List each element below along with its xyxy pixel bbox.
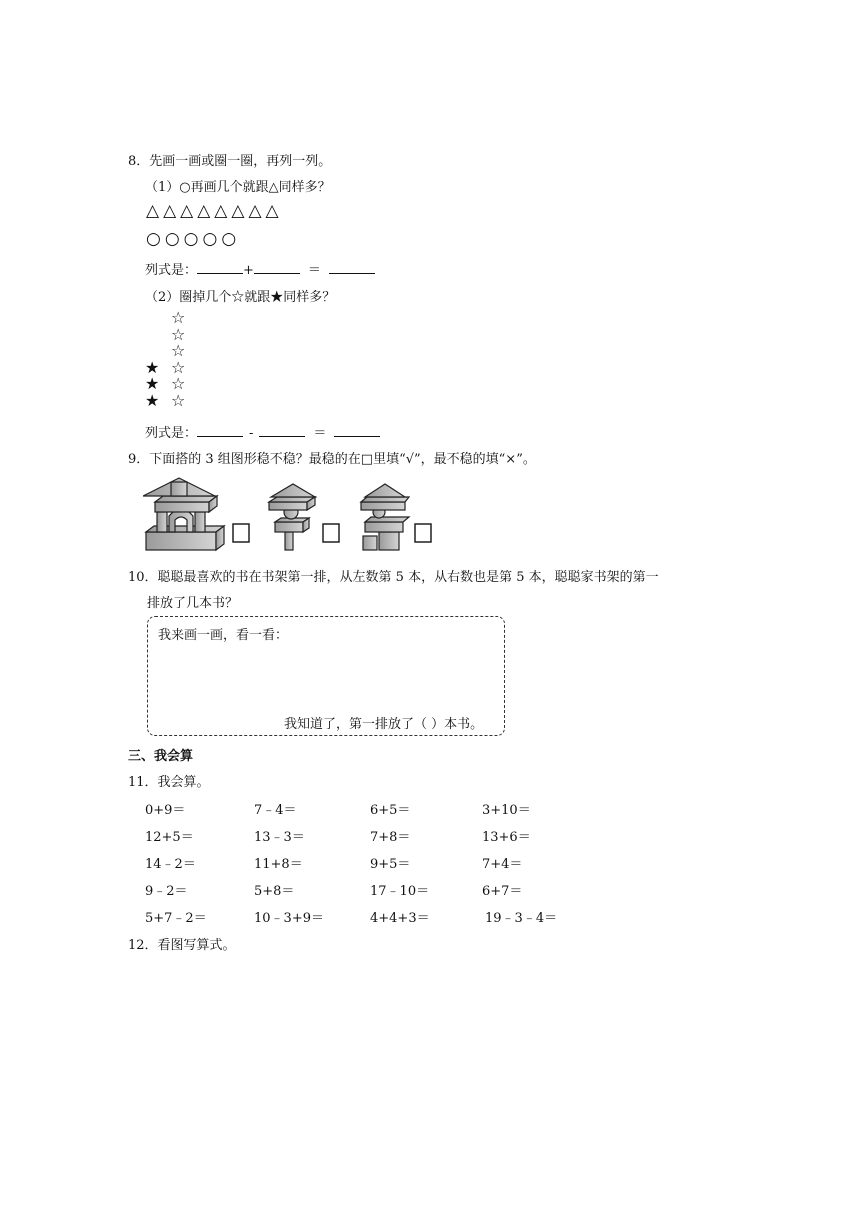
calc-expression: 7﹣4＝ [254,803,297,818]
circle-row: ○○○○○ [146,229,241,249]
answer-blank[interactable] [197,424,243,437]
calc-expression: 13+6＝ [482,830,531,845]
calc-expression: 12+5＝ [145,830,194,845]
calc-expression: 11+8＝ [254,857,303,872]
calc-expression: 0+9＝ [145,803,186,818]
formula-label: 列式是： [145,426,198,441]
calc-expression: 6+5＝ [370,803,411,818]
block-structures-figure [143,472,443,554]
hollow-star-icon: ☆ [171,308,186,327]
answer-box [233,524,249,542]
calc-expression: 3+10＝ [482,803,531,818]
q10-line1: 10．聪聪最喜欢的书在书架第一排，从左数第 5 本，从右数也是第 5 本，聪聪家书架的第一 [128,570,659,585]
answer-sentence: 我知道了，第一排放了（ ）本书。 [284,717,484,732]
q8-formula-2 [145,422,380,441]
calc-expression: 9+5＝ [370,857,411,872]
formula-label: 列式是： [145,263,198,278]
answer-blank[interactable] [334,424,380,437]
solid-star-icon: ★ [145,374,160,393]
structure-3-icon [361,484,409,550]
hollow-star-icon: ☆ [171,325,186,344]
calc-expression: 17﹣10＝ [370,884,430,899]
equals-sign: ＝ [307,263,321,278]
calc-expression: 6+7＝ [482,884,523,899]
equals-sign: ＝ [313,426,327,441]
calc-expression: 7+4＝ [482,857,523,872]
structure-1-icon [143,478,224,550]
calc-expression: 14﹣2＝ [145,857,196,872]
answer-blank[interactable] [197,261,243,274]
calc-expression: 7+8＝ [370,830,411,845]
calc-expression: 4+4+3＝ [370,911,430,926]
calc-expression: 10﹣3+9＝ [254,911,324,926]
plus-sign: + [243,263,254,278]
answer-box [415,524,431,542]
q8-formula-1 [145,259,375,278]
q11-title: 11．我会算。 [128,775,210,790]
solid-star-icon: ★ [145,358,160,377]
calc-expression: 5+8＝ [254,884,295,899]
q9-title: 9．下面搭的 3 组图形稳不稳？最稳的在□里填“√”，最不稳的填“×”。 [128,452,536,467]
calc-expression: 9﹣2＝ [145,884,188,899]
q8-title: 8．先画一画或圈一圈，再列一列。 [128,154,332,169]
triangle-row: △△△△△△△△ [146,201,283,221]
hollow-star-icon: ☆ [171,341,186,360]
section-3-heading: 三、我会算 [128,749,194,764]
solid-star-icon: ★ [145,391,160,410]
answer-blank[interactable] [329,261,375,274]
q8-part1-prompt: （1）○再画几个就跟△同样多？ [145,180,331,195]
q12-title: 12．看图写算式。 [128,938,236,953]
q8-part2-prompt: （2）圈掉几个☆就跟★同样多？ [145,290,336,305]
calc-expression: 13﹣3＝ [254,830,305,845]
hollow-star-icon: ☆ [171,391,186,410]
calc-expression: 19﹣3﹣4＝ [485,911,558,926]
hollow-star-icon: ☆ [171,374,186,393]
q10-line2: 排放了几本书？ [147,596,239,611]
structure-2-icon [269,484,315,550]
hollow-star-icon: ☆ [171,358,186,377]
answer-blank[interactable] [254,261,300,274]
answer-box [323,524,339,542]
answer-blank[interactable] [259,424,305,437]
minus-sign: - [249,426,254,441]
drawing-prompt: 我来画一画，看一看： [158,628,289,643]
calc-expression: 5+7﹣2＝ [145,911,207,926]
